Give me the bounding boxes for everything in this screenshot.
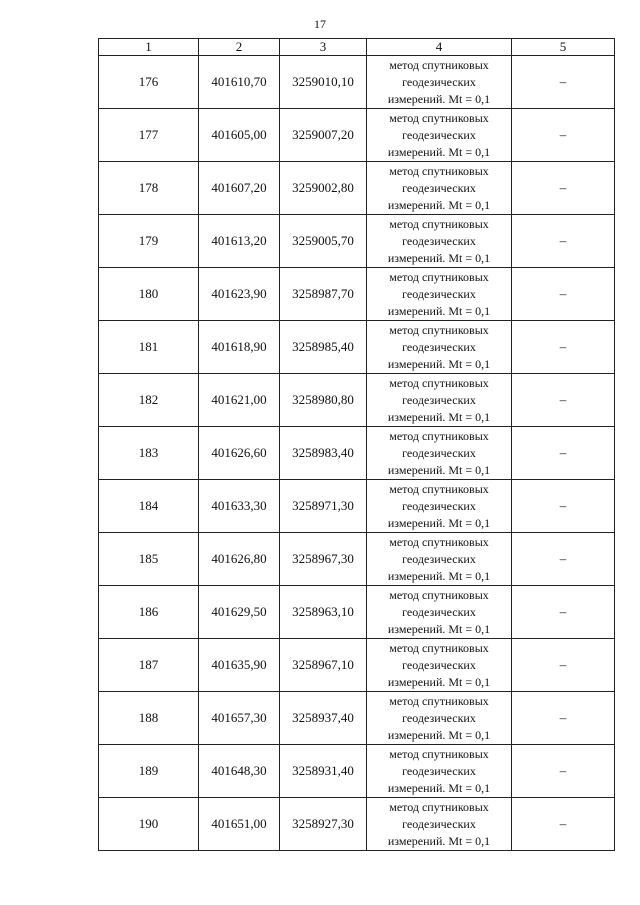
method-line: метод спутниковых: [389, 216, 489, 231]
y-coordinate-cell: 3258937,40: [280, 692, 367, 745]
note-cell: –: [512, 56, 615, 109]
method-line: геодезических: [402, 445, 476, 460]
method-line: геодезических: [402, 180, 476, 195]
point-number-cell: 188: [99, 692, 199, 745]
y-coordinate-cell: 3258971,30: [280, 480, 367, 533]
method-cell: [367, 639, 512, 692]
method-line: измерений. Mt = 0,1: [387, 727, 491, 742]
x-coordinate-cell: 401618,90: [199, 321, 280, 374]
header-row: [99, 39, 615, 56]
method-cell: [367, 427, 512, 480]
column-header-2: 2: [199, 39, 280, 56]
method-cell: [367, 374, 512, 427]
x-coordinate-cell: 401626,60: [199, 427, 280, 480]
table-row: [99, 745, 615, 798]
method-line: метод спутниковых: [389, 799, 489, 814]
y-coordinate-cell: 3259002,80: [280, 162, 367, 215]
method-line: метод спутниковых: [389, 587, 489, 602]
x-coordinate-cell: 401605,00: [199, 109, 280, 162]
note-cell: –: [512, 533, 615, 586]
method-line: метод спутниковых: [389, 322, 489, 337]
point-number-cell: 176: [99, 56, 199, 109]
method-line: измерений. Mt = 0,1: [387, 356, 491, 371]
method-line: измерений. Mt = 0,1: [387, 568, 491, 583]
table-row: [99, 268, 615, 321]
note-cell: –: [512, 480, 615, 533]
method-line: геодезических: [402, 286, 476, 301]
x-coordinate-cell: 401633,30: [199, 480, 280, 533]
table-row: [99, 586, 615, 639]
method-cell: [367, 56, 512, 109]
method-cell: [367, 268, 512, 321]
x-coordinate-cell: 401629,50: [199, 586, 280, 639]
point-number-cell: 189: [99, 745, 199, 798]
x-coordinate-cell: 401623,90: [199, 268, 280, 321]
method-line: геодезических: [402, 74, 476, 89]
x-coordinate-cell: 401657,30: [199, 692, 280, 745]
method-line: измерений. Mt = 0,1: [387, 462, 491, 477]
method-line: метод спутниковых: [389, 746, 489, 761]
x-coordinate-cell: 401648,30: [199, 745, 280, 798]
point-number-cell: 181: [99, 321, 199, 374]
method-cell: [367, 692, 512, 745]
method-line: геодезических: [402, 551, 476, 566]
method-line: геодезических: [402, 392, 476, 407]
method-line: геодезических: [402, 816, 476, 831]
column-header-4: 4: [367, 39, 512, 56]
note-cell: –: [512, 745, 615, 798]
note-cell: –: [512, 798, 615, 851]
method-line: геодезических: [402, 127, 476, 142]
y-coordinate-cell: 3258967,10: [280, 639, 367, 692]
method-line: метод спутниковых: [389, 110, 489, 125]
x-coordinate-cell: 401635,90: [199, 639, 280, 692]
method-cell: [367, 321, 512, 374]
coordinates-table: [98, 38, 615, 851]
method-line: метод спутниковых: [389, 375, 489, 390]
column-header-1: 1: [99, 39, 199, 56]
method-line: геодезических: [402, 657, 476, 672]
method-line: измерений. Mt = 0,1: [387, 833, 491, 848]
note-cell: –: [512, 162, 615, 215]
method-line: метод спутниковых: [389, 57, 489, 72]
column-header-3: 3: [280, 39, 367, 56]
method-line: измерений. Mt = 0,1: [387, 515, 491, 530]
page-number: 17: [314, 17, 326, 31]
method-cell: [367, 745, 512, 798]
table-row: [99, 374, 615, 427]
table-row: [99, 109, 615, 162]
method-line: измерений. Mt = 0,1: [387, 780, 491, 795]
y-coordinate-cell: 3258983,40: [280, 427, 367, 480]
y-coordinate-cell: 3259007,20: [280, 109, 367, 162]
point-number-cell: 182: [99, 374, 199, 427]
table-body: [99, 56, 615, 851]
method-cell: [367, 798, 512, 851]
point-number-cell: 187: [99, 639, 199, 692]
note-cell: –: [512, 268, 615, 321]
table-row: [99, 162, 615, 215]
point-number-cell: 185: [99, 533, 199, 586]
method-line: геодезических: [402, 498, 476, 513]
y-coordinate-cell: 3258987,70: [280, 268, 367, 321]
point-number-cell: 179: [99, 215, 199, 268]
x-coordinate-cell: 401610,70: [199, 56, 280, 109]
note-cell: –: [512, 427, 615, 480]
note-cell: –: [512, 321, 615, 374]
x-coordinate-cell: 401613,20: [199, 215, 280, 268]
table-header: [99, 39, 615, 56]
y-coordinate-cell: 3258985,40: [280, 321, 367, 374]
method-line: измерений. Mt = 0,1: [387, 303, 491, 318]
table-row: [99, 56, 615, 109]
point-number-cell: 178: [99, 162, 199, 215]
note-cell: –: [512, 692, 615, 745]
method-line: метод спутниковых: [389, 693, 489, 708]
method-line: метод спутниковых: [389, 428, 489, 443]
y-coordinate-cell: 3258967,30: [280, 533, 367, 586]
y-coordinate-cell: 3258927,30: [280, 798, 367, 851]
table-row: [99, 215, 615, 268]
table-row: [99, 798, 615, 851]
table-row: [99, 480, 615, 533]
method-cell: [367, 162, 512, 215]
note-cell: –: [512, 215, 615, 268]
note-cell: –: [512, 109, 615, 162]
table-row: [99, 533, 615, 586]
y-coordinate-cell: 3258931,40: [280, 745, 367, 798]
method-line: измерений. Mt = 0,1: [387, 144, 491, 159]
method-line: измерений. Mt = 0,1: [387, 409, 491, 424]
method-line: измерений. Mt = 0,1: [387, 250, 491, 265]
method-cell: [367, 586, 512, 639]
x-coordinate-cell: 401621,00: [199, 374, 280, 427]
point-number-cell: 186: [99, 586, 199, 639]
method-line: метод спутниковых: [389, 163, 489, 178]
method-line: метод спутниковых: [389, 534, 489, 549]
method-cell: [367, 533, 512, 586]
table-row: [99, 639, 615, 692]
method-line: измерений. Mt = 0,1: [387, 91, 491, 106]
point-number-cell: 177: [99, 109, 199, 162]
table-row: [99, 321, 615, 374]
point-number-cell: 190: [99, 798, 199, 851]
method-line: метод спутниковых: [389, 269, 489, 284]
method-line: геодезических: [402, 604, 476, 619]
method-line: метод спутниковых: [389, 640, 489, 655]
table-row: [99, 427, 615, 480]
method-line: геодезических: [402, 763, 476, 778]
note-cell: –: [512, 586, 615, 639]
x-coordinate-cell: 401607,20: [199, 162, 280, 215]
point-number-cell: 184: [99, 480, 199, 533]
y-coordinate-cell: 3258963,10: [280, 586, 367, 639]
point-number-cell: 183: [99, 427, 199, 480]
x-coordinate-cell: 401626,80: [199, 533, 280, 586]
method-cell: [367, 109, 512, 162]
method-line: измерений. Mt = 0,1: [387, 674, 491, 689]
x-coordinate-cell: 401651,00: [199, 798, 280, 851]
point-number-cell: 180: [99, 268, 199, 321]
note-cell: –: [512, 639, 615, 692]
method-cell: [367, 215, 512, 268]
y-coordinate-cell: 3259010,10: [280, 56, 367, 109]
method-line: метод спутниковых: [389, 481, 489, 496]
y-coordinate-cell: 3259005,70: [280, 215, 367, 268]
method-line: геодезических: [402, 710, 476, 725]
method-line: измерений. Mt = 0,1: [387, 197, 491, 212]
y-coordinate-cell: 3258980,80: [280, 374, 367, 427]
method-cell: [367, 480, 512, 533]
method-line: геодезических: [402, 233, 476, 248]
column-header-5: 5: [512, 39, 615, 56]
method-line: измерений. Mt = 0,1: [387, 621, 491, 636]
table-row: [99, 692, 615, 745]
note-cell: –: [512, 374, 615, 427]
method-line: геодезических: [402, 339, 476, 354]
